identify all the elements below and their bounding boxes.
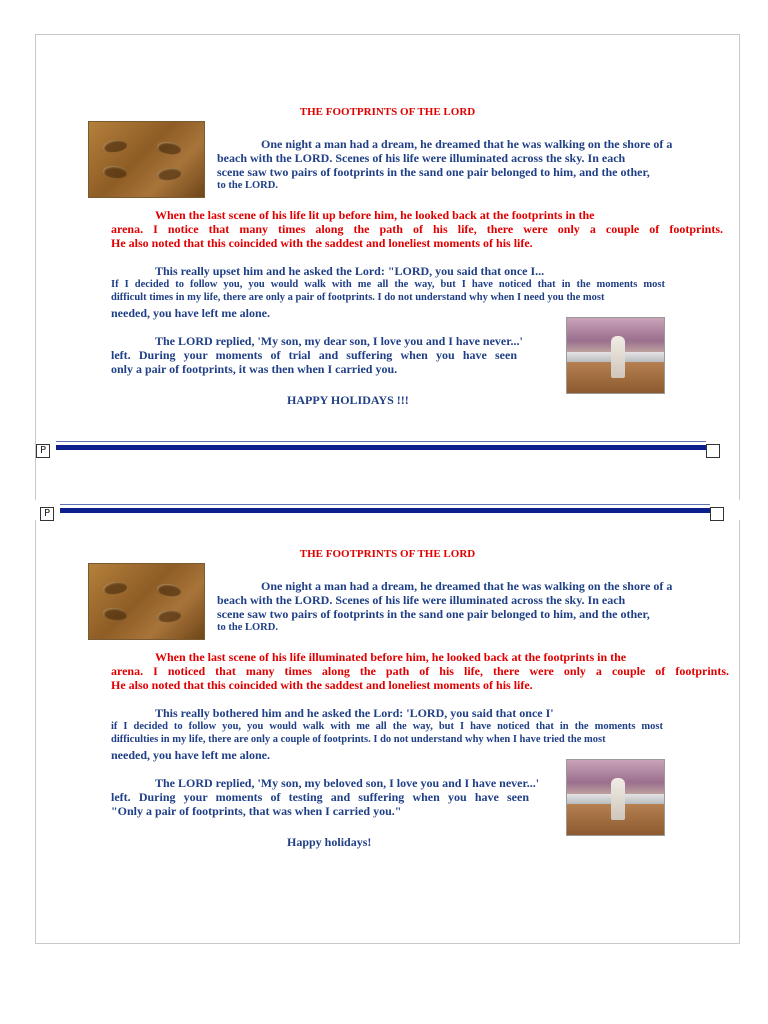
upset-line: difficulties in my life, there are only a couple of footprints. I do not understand why when I have tried the most <box>111 734 606 745</box>
section-1 <box>35 0 740 466</box>
red-paragraph-line: He also noted that this coincided with the saddest and loneliest moments of his life. <box>111 236 533 250</box>
red-paragraph-line: arena. I noticed that many times along the path of his life, there were only a couple of footprints. <box>111 664 729 678</box>
reply-line: "Only a pair of footprints, that was when I carried you." <box>111 804 402 818</box>
section-title: THE FOOTPRINTS OF THE LORD <box>299 106 476 118</box>
closing-text: HAPPY HOLIDAYS !!! <box>287 393 409 407</box>
intro-line: beach with the LORD. Scenes of his life were illuminated across the sky. In each <box>217 593 626 607</box>
section-title: THE FOOTPRINTS OF THE LORD <box>299 548 476 560</box>
intro-line: beach with the LORD. Scenes of his life were illuminated across the sky. In each <box>217 151 626 165</box>
red-paragraph-line: He also noted that this coincided with the saddest and loneliest moments of his life. <box>111 678 533 692</box>
reply-line: The LORD replied, 'My son, my beloved son, I love you and I have never...' <box>155 776 540 790</box>
upset-line: difficult times in my life, there are only a pair of footprints. I do not understand why when I need you the most <box>111 292 605 303</box>
intro-line: scene saw two pairs of footprints in the sand one pair belonged to him, and the other, <box>217 607 650 621</box>
upset-line: This really upset him and he asked the Lord: "LORD, you said that once I... <box>155 264 545 278</box>
upset-line: if I decided to follow you, you would walk with me all the way, but I have noticed that in the moments most <box>111 721 663 732</box>
red-paragraph-line: arena. I notice that many times along the path of his life, there were only a couple of footprints. <box>111 222 723 236</box>
footprints-image <box>88 121 205 198</box>
reply-line: only a pair of footprints, it was then when I carried you. <box>111 362 398 376</box>
upset-line: needed, you have left me alone. <box>111 306 270 320</box>
divider-corner: P <box>36 444 50 458</box>
intro-line: One night a man had a dream, he dreamed that he was walking on the shore of a <box>261 137 673 151</box>
intro-line: to the LORD. <box>217 622 278 633</box>
upset-line: If I decided to follow you, you would walk with me all the way, but I have noticed that in the moments most <box>111 279 665 290</box>
intro-line: to the LORD. <box>217 180 278 191</box>
red-paragraph-line: When the last scene of his life illuminated before him, he looked back at the footprints in the <box>155 650 627 664</box>
beach-painting-image <box>566 317 665 394</box>
intro-line: scene saw two pairs of footprints in the sand one pair belonged to him, and the other, <box>217 165 650 179</box>
reply-line: The LORD replied, 'My son, my dear son, I love you and I have never...' <box>155 334 523 348</box>
reply-line: left. During your moments of trial and suffering when you have seen <box>111 348 517 362</box>
intro-line: One night a man had a dream, he dreamed that he was walking on the shore of a <box>261 579 673 593</box>
footprints-image <box>88 563 205 640</box>
red-paragraph-line: When the last scene of his life lit up before him, he looked back at the footprints in the <box>155 208 595 222</box>
section-2 <box>35 442 740 908</box>
beach-painting-image <box>566 759 665 836</box>
divider-corner: P <box>40 507 54 521</box>
closing-text: Happy holidays! <box>287 835 372 849</box>
reply-line: left. During your moments of testing and suffering when you have seen <box>111 790 529 804</box>
upset-line: This really bothered him and he asked the Lord: 'LORD, you said that once I' <box>155 706 554 720</box>
upset-line: needed, you have left me alone. <box>111 748 270 762</box>
